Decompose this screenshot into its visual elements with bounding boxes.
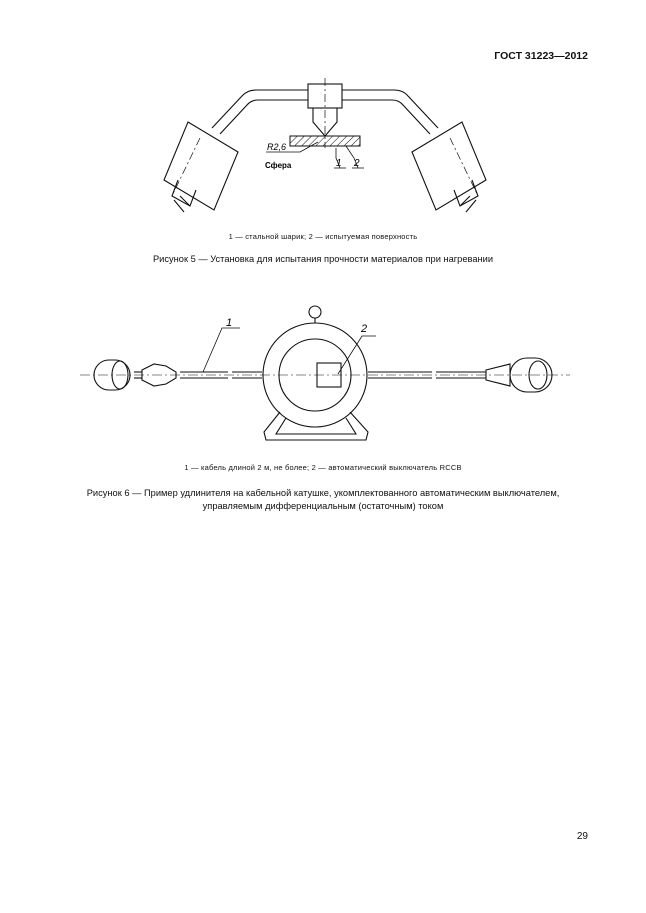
- standard-header: ГОСТ 31223—2012: [494, 50, 588, 62]
- figure-6-caption-line-1: Рисунок 6 — Пример удлинителя на кабельной катушке, укомплектованного автоматическим выключателем,: [86, 488, 560, 498]
- figure-5-legend: 1 — стальной шарик; 2 — испытуемая поверхность: [228, 232, 418, 241]
- sphere-label: Сфера: [265, 161, 292, 170]
- figure-5-caption: Рисунок 5 — Установка для испытания прочности материалов при нагревании: [152, 254, 494, 264]
- page-number: 29: [576, 831, 588, 842]
- figure-6-caption: [60, 487, 586, 513]
- fig6-callout-1: 1: [226, 317, 233, 329]
- figure-6-caption-line-2: управляемым дифференциальным (остаточным) током: [202, 501, 444, 511]
- figure-6-drawing: [80, 300, 570, 450]
- fig5-callout-2: 2: [354, 158, 360, 169]
- fig5-callout-1: 1: [336, 158, 342, 169]
- figure-6-legend: 1 — кабель длиной 2 м, не более; 2 — автоматический выключатель RCCB: [184, 463, 462, 472]
- figure-5-drawing: [150, 78, 500, 223]
- radius-label: R2,6: [267, 142, 287, 152]
- fig6-callout-2: 2: [361, 323, 368, 335]
